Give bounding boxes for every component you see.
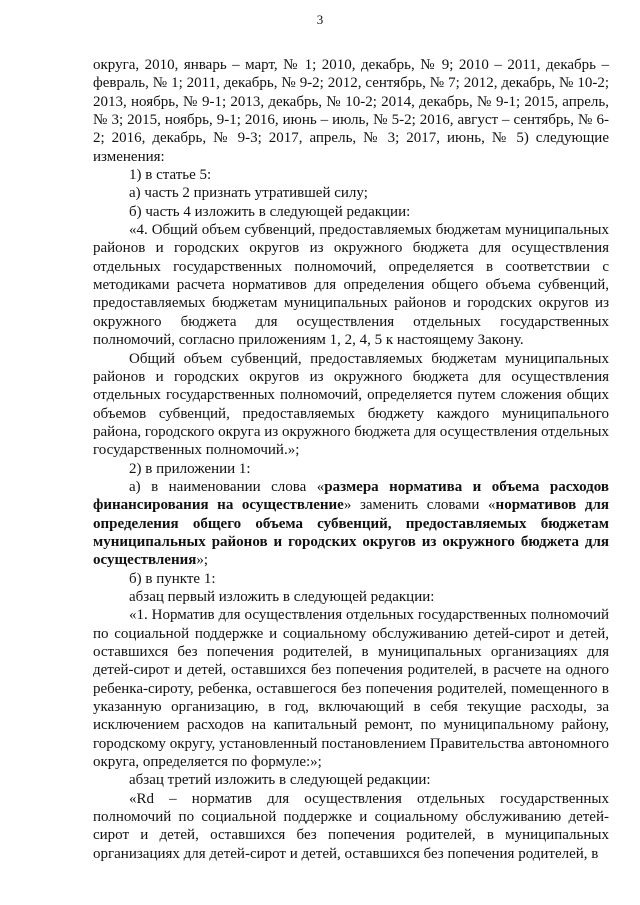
paragraph-third-abzac: абзац третий изложить в следующей редакции:: [129, 772, 431, 789]
paragraph-subitem-b: б) часть 4 изложить в следующей редакции:: [129, 203, 411, 220]
paragraph-point-1: б) в пункте 1:: [129, 570, 216, 587]
paragraph-normative-definition: «1. Норматив для осуществления отдельных государственных полномочий по социальной поддержке и социальному обслуживанию детей-сирот и детей, оставшихся без попечения родителей, в муниципальных организациях для детей-сирот и детей, оставшихся без попечения родителей, в расчете на одного ребенка-сироту, ребенка, оставшегося без попечения родителей, помещенного в указанную организацию, в год, включающий в себя текущие расходы, за исключением расходов на капитальный ремонт, по муниципальному району, городскому округу, установленный постановлением Правительства автономного округа, определяется по формуле:»;: [93, 607, 609, 771]
bold-new-words: нормативов для определения общего объема субвенций, предоставляемых бюджетам муниципальных районов и городских округов из окружного бюджета для осуществления: [93, 497, 609, 569]
bold-old-words: размера норматива и объема расходов финансирования на осуществление: [93, 478, 609, 514]
paragraph-title-replacement: а) в наименовании слова «размера норматива и объема расходов финансирования на осуществление» заменить словами «нормативов для определения общего объема субвенций, предоставляемых бюджетам муниципальных районов и городских округов из окружного бюджета для осуществления»;: [93, 478, 609, 569]
paragraph-intro: округа, 2010, январь – март, № 1; 2010, декабрь, № 9; 2010 – 2011, декабрь – февраль, № 1; 2011, декабрь, № 9-2; 2012, сентябрь, № 7; 2012, декабрь, № 10-2; 2013, ноябрь, № 9-1; 2013, декабрь, № 10-2; 2014, декабрь, № 9-1; 2015, апрель, № 3; 2015, ноябрь, 9-1; 2016, июнь – июль, № 5-2; 2016, август – сентябрь, № 6-2; 2016, декабрь, № 9-3; 2017, апрель, № 3; 2017, июнь, № 5) следующие изменения:: [93, 57, 609, 165]
paragraph-subitem-a: а) часть 2 признать утратившей силу;: [129, 185, 368, 202]
paragraph-article-5-part-4: «4. Общий объем субвенций, предоставляемых бюджетам муниципальных районов и городских округов из окружного бюджета для осуществления отдельных государственных полномочий, определяется в соответствии с методиками расчета нормативов для определения общего объема субвенций, предоставляемых бюджетам муниципальных районов и городских округов из окружного бюджета для осуществления отдельных государственных полномочий, согласно приложениям 1, 2, 4, 5 к настоящему Закону.: [93, 222, 609, 349]
paragraph-item-1: 1) в статье 5:: [129, 167, 212, 184]
paragraph-item-2: 2) в приложении 1:: [129, 460, 251, 477]
paragraph-rd-definition: «Rd – норматив для осуществления отдельных государственных полномочий по социальной поддержке и социальному обслуживанию детей-сирот и детей, оставшихся без попечения родителей, в муниципальных организациях для детей-сирот и детей, оставшихся без попечения родителей, в: [93, 790, 609, 862]
paragraph-total-subventions: Общий объем субвенций, предоставляемых бюджетам муниципальных районов и городских округов из окружного бюджета для осуществления отдельных государственных полномочий, определяется путем сложения общих объемов субвенций, предоставляемых бюджету каждого муниципального района, городского округа из окружного бюджета для осуществления отдельных государственных полномочий.»;: [93, 350, 609, 459]
paragraph-first-abzac: абзац первый изложить в следующей редакции:: [129, 588, 435, 605]
document-body: [93, 56, 609, 863]
page-number: 3: [316, 12, 324, 27]
